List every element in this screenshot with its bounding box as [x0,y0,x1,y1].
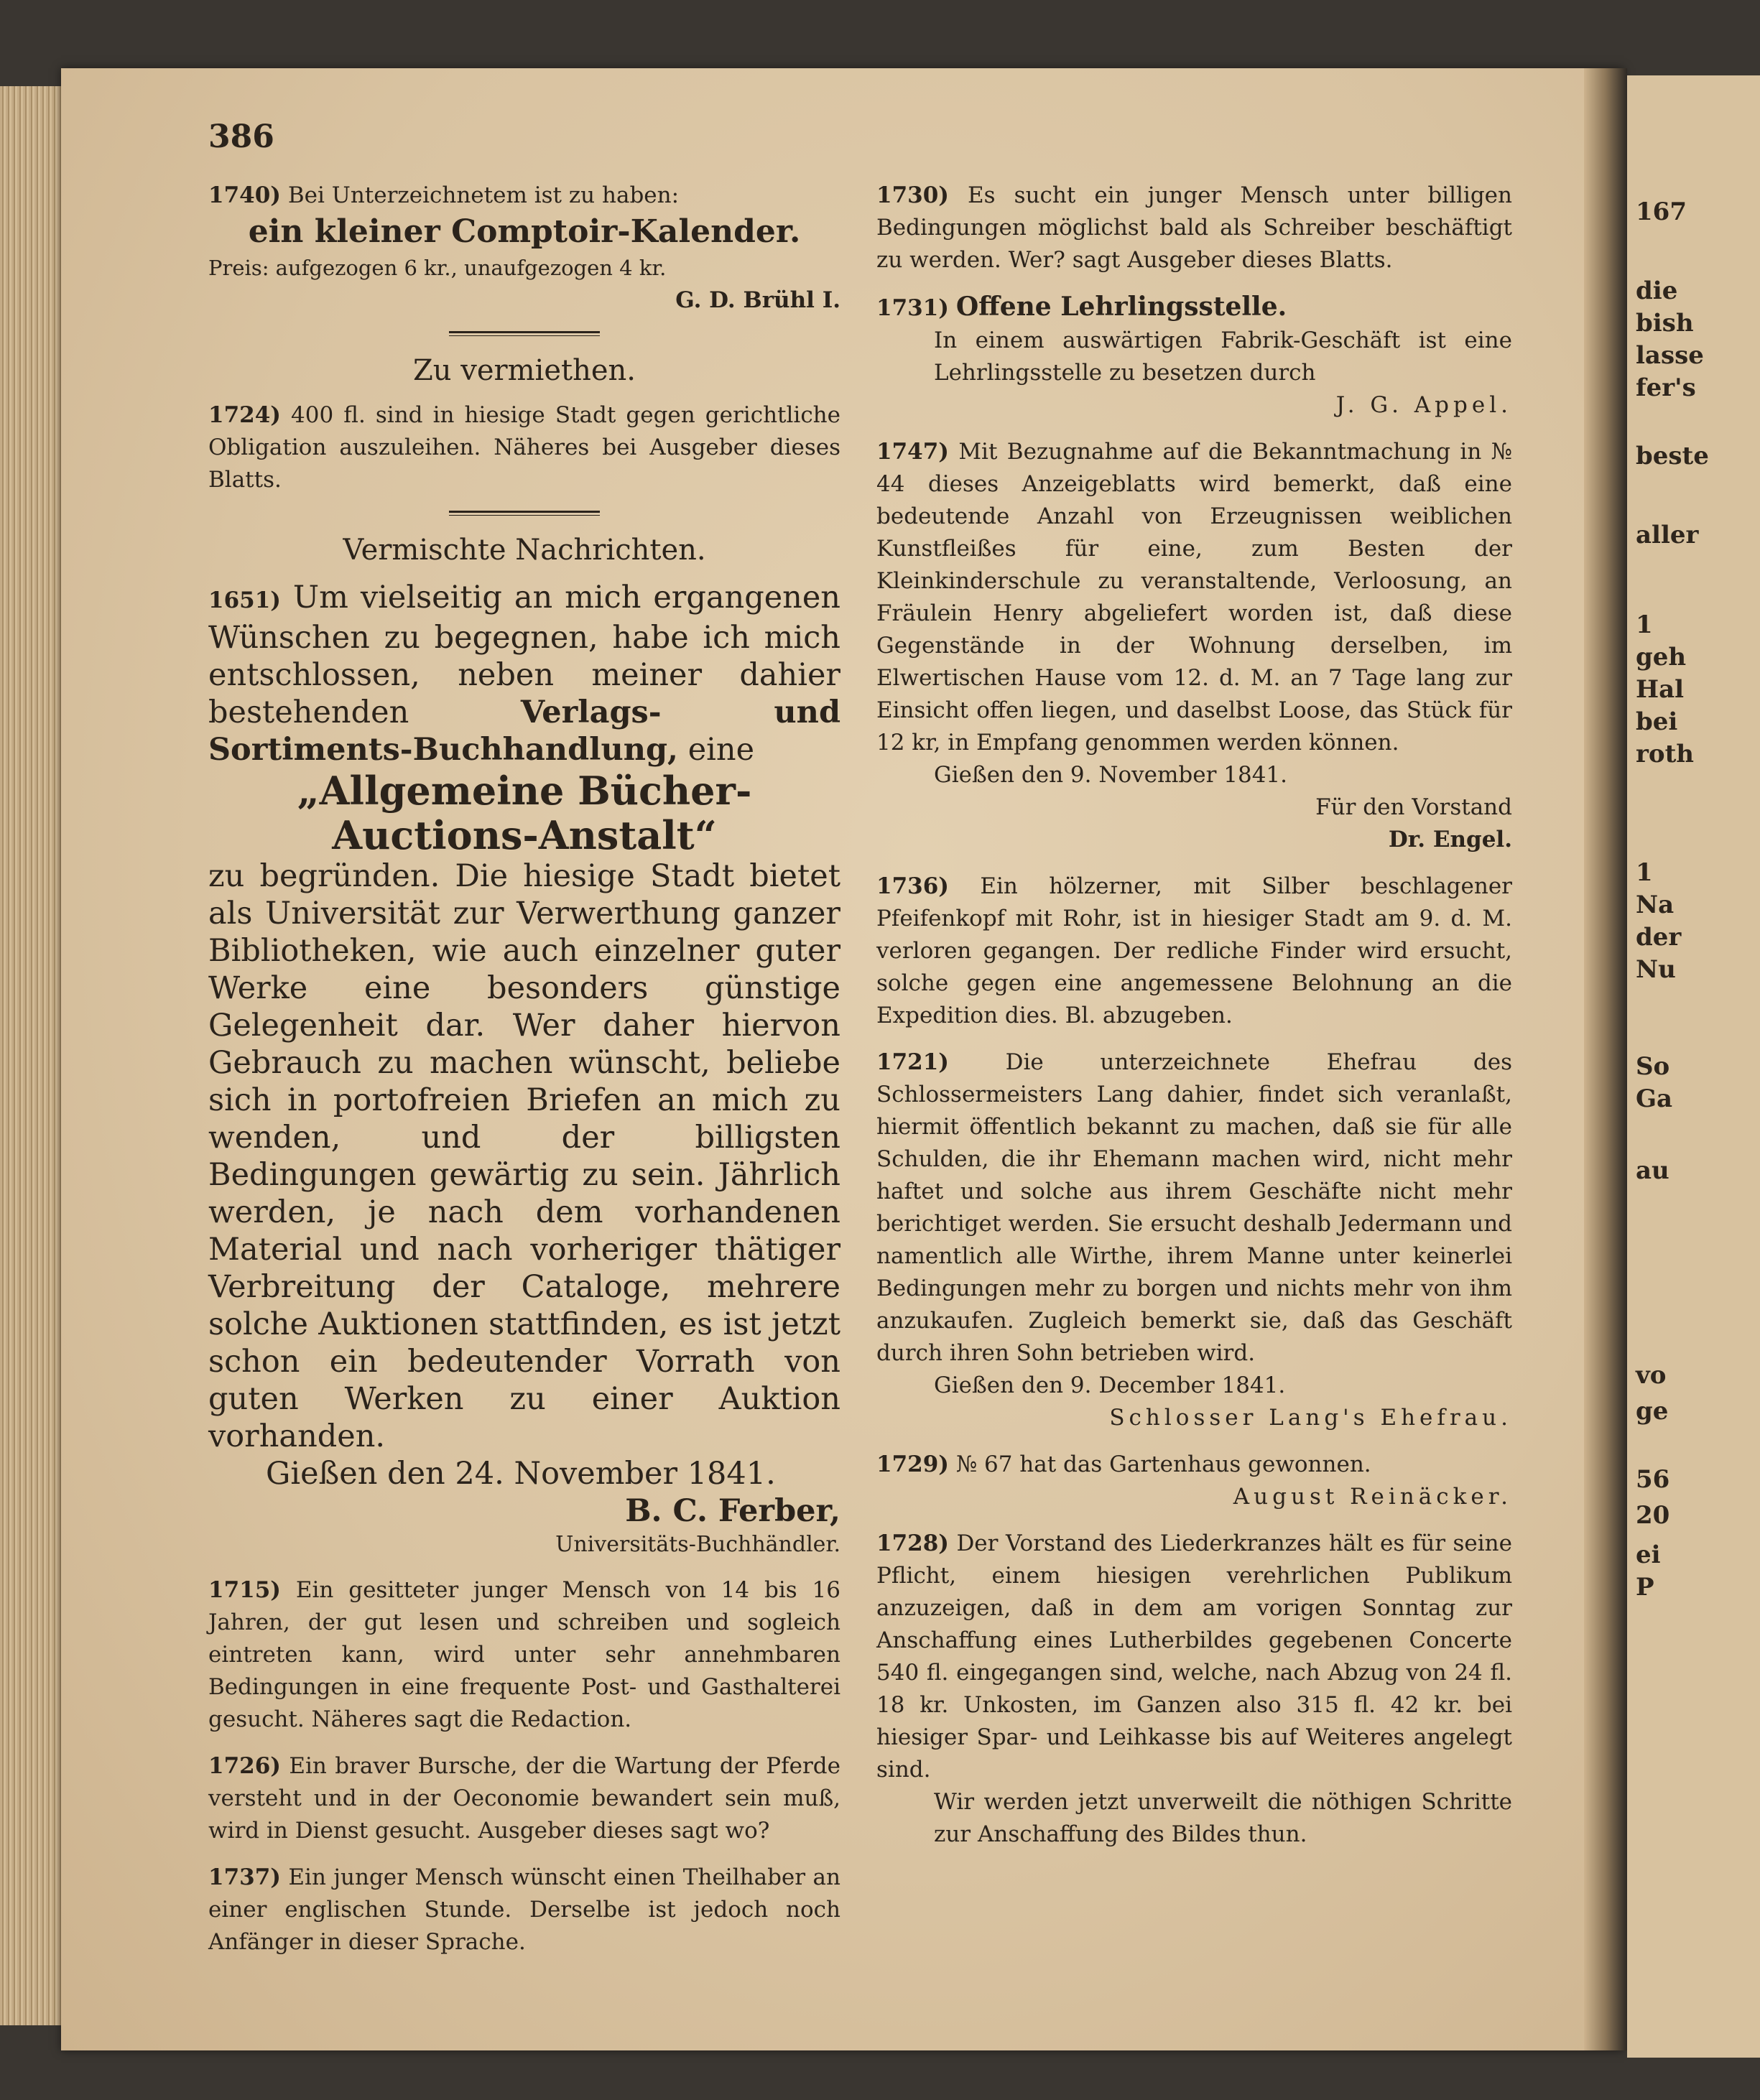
business-name: Verlags- und Sortiments-Buchhandlung, [208,694,841,768]
notice-text: Es sucht ein junger Mensch unter billigen Bedingungen möglichst bald als Schreiber beschäftigt zu werden. Wer? sagt Ausgeber dieses Blatts. [876,182,1512,273]
notice-title: Offene Lehrlingsstelle. [955,292,1287,322]
facing-fragment: So [1636,1052,1670,1081]
facing-fragment: beste [1636,442,1709,470]
notice-1729 [876,1449,1512,1513]
facing-fragment: 20 [1636,1501,1670,1530]
notice-number: 1730) [876,182,949,208]
facing-fragment: 167 [1636,198,1687,226]
notice-text: In einem auswärtigen Fabrik-Geschäft ist eine Lehrlingsstelle zu besetzen durch [934,327,1512,386]
notice-1730 [876,180,1512,277]
notice-text: Um vielseitig an mich ergangenen Wünschen zu begegnen, habe ich mich entschlossen, neben meiner dahier bestehenden [208,580,840,730]
product-title: ein kleiner Comptoir-Kalender. [248,213,801,250]
notice-number: 1724) [208,402,281,428]
notice-text: 400 fl. sind in hiesige Stadt gegen gerichtliche Obligation auszuleihen. Näheres bei Ausgeber dieses Blatts. [208,402,840,493]
facing-fragment: bish [1636,309,1694,338]
auction-title: „Allgemeine Bücher-Auctions-Anstalt“ [297,768,752,858]
notice-text: eine [687,732,755,768]
facing-fragment: 1 [1636,610,1653,639]
notice-text: Die unterzeichnete Ehefrau des Schlossermeisters Lang dahier, findet sich veranlaßt, hiermit öffentlich bekannt zu machen, daß sie für alle Schulden, die ihr Ehemann machen wird, nicht mehr haftet und solche aus ihrem Geschäfte nicht mehr berichtiget werden. Sie ersucht deshalb Jedermann und namentlich alle Wirthe, ihrem Manne unter keinerlei Bedingungen mehr zu borgen und nichts mehr von ihm anzukaufen. Zugleich bemerkt sie, daß das Geschäft durch ihren Sohn betrieben wird. [876,1049,1512,1366]
notice-text: Mit Bezugnahme auf die Bekanntmachung in № 44 dieses Anzeigeblatts wird bemerkt, daß eine bedeutende Anzahl von Erzeugnissen weiblichen Kunstfleißes für eine, zum Besten der Kleinkinderschule zu veranstaltende, Verloosung, an Fräulein Henry abgeliefert worden ist, daß diese Gegenstände in der Wohnung derselben, im Elwertischen Hause vom 12. d. M. an 7 Tage lang zur Einsicht offen liegen, und daselbst Loose, das Stück für 12 kr, in Empfang genommen werden können. [876,439,1512,756]
notice-text: Wir werden jetzt unverweilt die nöthigen Schritte zur Anschaffung des Bildes thun. [934,1789,1512,1847]
facing-fragment: geh [1636,643,1687,672]
facing-fragment: P [1636,1573,1654,1602]
notice-1740 [208,180,840,317]
signer-name: B. C. Ferber, [625,1493,840,1529]
notice-1724 [208,399,840,496]
price-line: Preis: aufgezogen 6 kr., unaufgezogen 4 kr. [208,256,667,280]
notice-text: Bei Unterzeichnetem ist zu haben: [287,182,680,208]
facing-fragment: Ga [1636,1084,1673,1113]
notice-text: Ein gesitteter junger Mensch von 14 bis 16 Jahren, der gut lesen und schreiben und sogleich eintreten kann, wird unter sehr annehmbaren Bedingungen in eine frequente Post- und Gasthalterei gesucht. Näheres sagt die Redaction. [208,1577,840,1732]
signer-name: J. G. Appel. [1335,392,1512,418]
seller-signature: G. D. Brühl I. [675,287,840,313]
notice-number: 1715) [208,1577,281,1603]
facing-fragment: vo [1636,1361,1667,1390]
notice-1736 [876,870,1512,1032]
notice-1747 [876,436,1512,856]
notice-date: Gießen den 9. December 1841. [934,1372,1286,1398]
notice-1651 [208,579,840,1560]
facing-fragment: die [1636,277,1678,305]
signer-name: Dr. Engel. [1388,827,1512,852]
left-column [208,180,840,1973]
notice-number: 1737) [208,1864,281,1890]
facing-fragment: der [1636,923,1682,952]
notice-text: zu begründen. Die hiesige Stadt bietet als Universität zur Verwerthung ganzer Bibliotheken, wie auch einzelner guter Werke eine besonders günstige Gelegenheit dar. Wer daher hiervon Gebrauch zu machen wünscht, beliebe sich in portofreien Briefen an mich zu wenden, und der billigsten Bedingungen gewärtig zu sein. Jährlich werden, je nach dem vorhandenen Material und nach vorheriger thätiger Verbreitung der Cataloge, mehrere solche Auktionen stattfinden, es ist jetzt schon ein bedeutender Vorrath von guten Werken zu einer Auktion vorhanden. [208,858,840,1454]
notice-number: 1726) [208,1753,281,1779]
notice-1726 [208,1750,840,1847]
notice-text: Ein junger Mensch wünscht einen Theilhaber an einer englischen Stunde. Derselbe ist jedoch noch Anfänger in dieser Sprache. [208,1864,840,1955]
book-gutter [1584,68,1627,2050]
notice-number: 1747) [876,439,949,465]
section-heading-rent: Zu vermiethen. [412,354,636,387]
facing-fragment: 56 [1636,1465,1670,1494]
notice-number: 1651) [208,587,281,613]
notice-number: 1731) [876,295,949,321]
facing-fragment: Hal [1636,675,1685,704]
notice-date: Gießen den 24. November 1841. [266,1456,776,1492]
facing-fragment: ei [1636,1541,1661,1569]
notice-1731 [876,291,1512,422]
notice-1737 [208,1862,840,1959]
facing-fragment: bei [1636,707,1678,736]
notice-number: 1721) [876,1049,949,1075]
signer-name: Schlosser Lang's Ehefrau. [1109,1405,1512,1431]
facing-fragment: au [1636,1156,1669,1185]
facing-fragment: aller [1636,521,1699,549]
section-divider [449,511,600,516]
section-heading-misc: Vermischte Nachrichten. [343,534,706,567]
board-label: Für den Vorstand [1315,794,1512,820]
signer-name: August Reinäcker. [1233,1484,1512,1510]
notice-number: 1729) [876,1451,949,1477]
notice-text: № 67 hat das Gartenhaus gewonnen. [955,1451,1371,1477]
notice-1728 [876,1528,1512,1851]
right-column [876,180,1512,1865]
notice-number: 1740) [208,182,281,208]
facing-fragment: roth [1636,740,1695,768]
notice-number: 1736) [876,873,949,899]
notice-1721 [876,1046,1512,1434]
notice-text: Ein hölzerner, mit Silber beschlagener Pfeifenkopf mit Rohr, ist in hiesiger Stadt am 9. d. M. verloren gegangen. Der redliche Finder wird ersucht, solche gegen eine angemessene Belohnung an die Expedition dies. Bl. abzugeben. [876,873,1512,1028]
notice-number: 1728) [876,1530,949,1556]
notice-1715 [208,1574,840,1736]
page-number: 386 [208,119,274,155]
facing-fragment: fer's [1636,373,1696,402]
facing-fragment: Nu [1636,955,1676,984]
facing-fragment: ge [1636,1397,1669,1426]
facing-fragment: Na [1636,891,1675,919]
notice-text: Ein braver Bursche, der die Wartung der Pferde versteht und in der Oeconomie bewandert sein muß, wird in Dienst gesucht. Ausgeber dieses sagt wo? [208,1753,840,1844]
facing-fragment: lasse [1636,341,1704,370]
facing-fragment: 1 [1636,858,1653,887]
signer-role: Universitäts-Buchhändler. [555,1532,840,1557]
section-divider [449,331,600,336]
facing-page-fragment [1627,75,1760,2058]
notice-text: Der Vorstand des Liederkranzes hält es für seine Pflicht, einem hiesigen verehrlichen Publikum anzuzeigen, daß in dem am vorigen Sonntag zur Anschaffung eines Lutherbildes gegebenen Concerte 540 fl. eingegangen sind, welche, nach Abzug von 24 fl. 18 kr. Unkosten, im Ganzen also 315 fl. 42 kr. bei hiesiger Spar- und Leihkasse bis auf Weiteres angelegt sind. [876,1530,1512,1783]
notice-date: Gießen den 9. November 1841. [934,762,1287,788]
